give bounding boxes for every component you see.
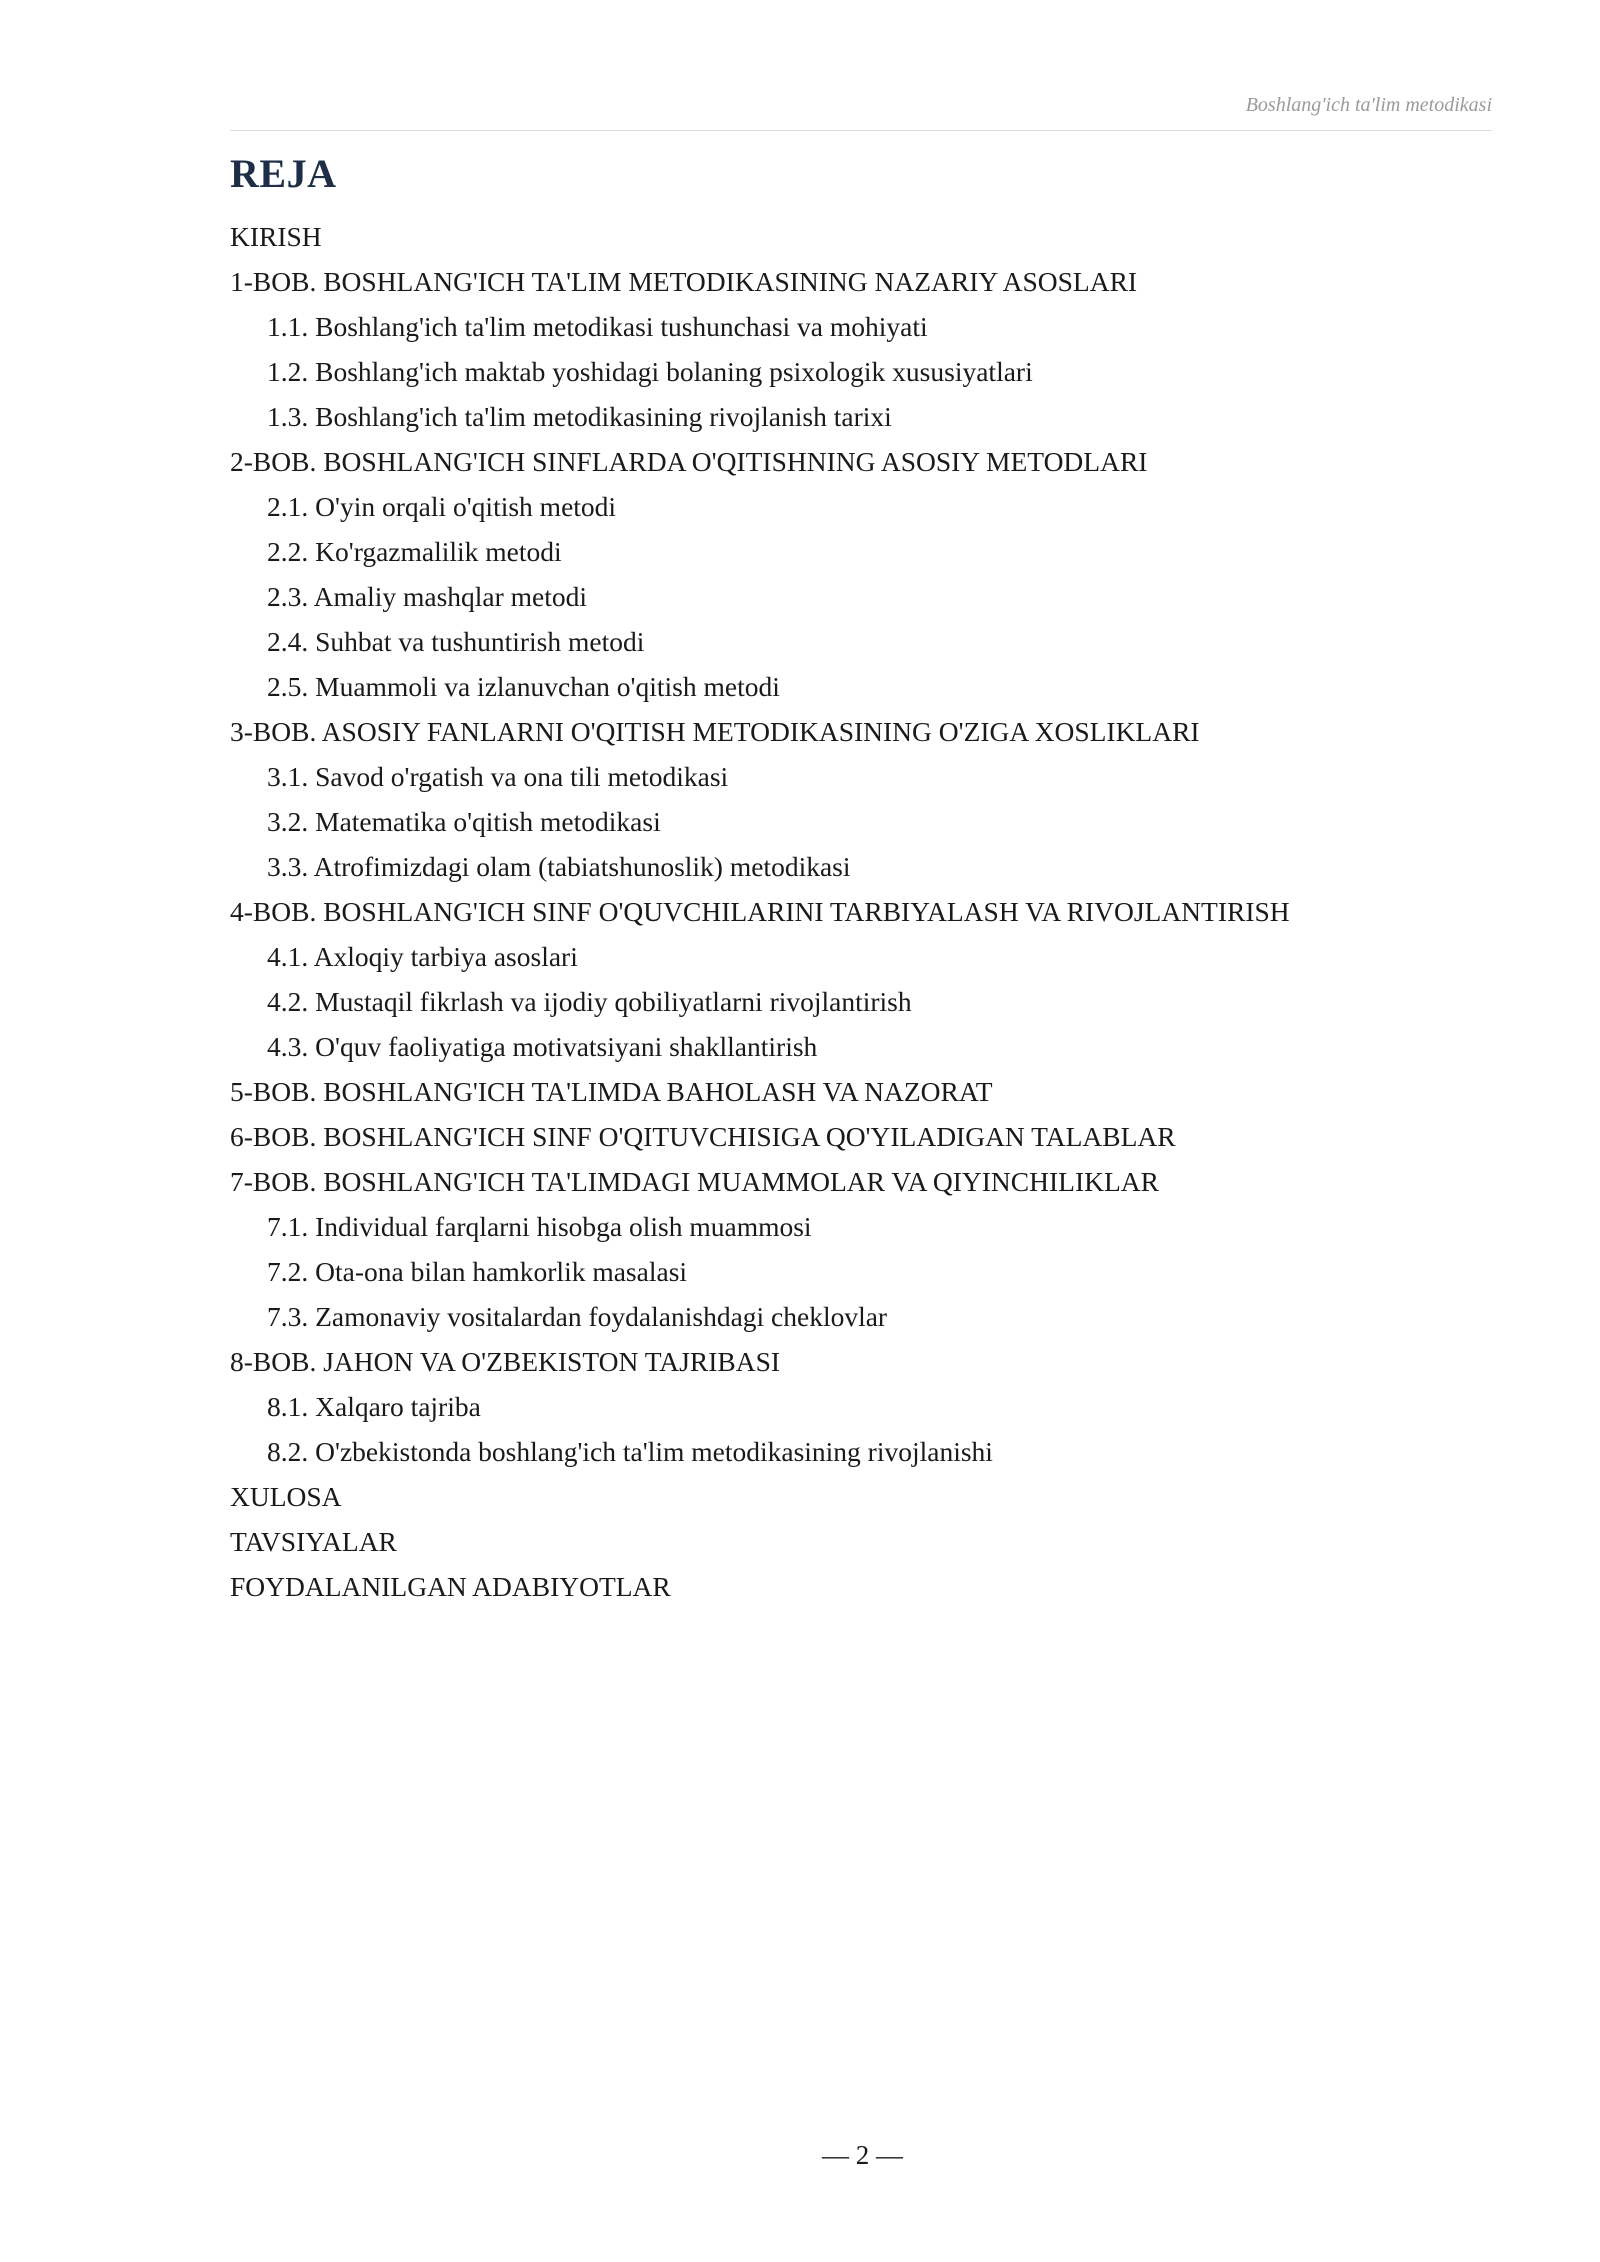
toc-chapter: TAVSIYALAR bbox=[230, 1526, 397, 1557]
toc-chapter: FOYDALANILGAN ADABIYOTLAR bbox=[230, 1571, 671, 1602]
toc-subsection: 3.2. Matematika o'qitish metodikasi bbox=[267, 806, 661, 837]
toc-chapter: 5-BOB. BOSHLANG'ICH TA'LIMDA BAHOLASH VA NAZORAT bbox=[230, 1076, 993, 1107]
toc-chapter: 1-BOB. BOSHLANG'ICH TA'LIM METODIKASINING NAZARIY ASOSLARI bbox=[230, 266, 1138, 297]
toc-subsection: 7.3. Zamonaviy vositalardan foydalanishdagi cheklovlar bbox=[267, 1301, 888, 1332]
toc-subsection: 2.3. Amaliy mashqlar metodi bbox=[267, 581, 588, 612]
toc-subsection: 3.3. Atrofimizdagi olam (tabiatshunoslik) metodikasi bbox=[267, 851, 851, 882]
toc-chapter: 6-BOB. BOSHLANG'ICH SINF O'QITUVCHISIGA QO'YILADIGAN TALABLAR bbox=[230, 1121, 1176, 1152]
plan-title: REJA bbox=[230, 151, 337, 196]
toc-subsection: 4.3. O'quv faoliyatiga motivatsiyani shakllantirish bbox=[267, 1031, 818, 1062]
toc-chapter: 7-BOB. BOSHLANG'ICH TA'LIMDAGI MUAMMOLAR VA QIYINCHILIKLAR bbox=[230, 1166, 1159, 1197]
toc-chapter: KIRISH bbox=[230, 221, 322, 252]
toc-subsection: 2.5. Muammoli va izlanuvchan o'qitish metodi bbox=[267, 671, 780, 702]
toc-subsection: 7.2. Ota-ona bilan hamkorlik masalasi bbox=[267, 1256, 688, 1287]
toc-chapter: XULOSA bbox=[230, 1481, 342, 1512]
toc-subsection: 8.1. Xalqaro tajriba bbox=[267, 1391, 481, 1422]
toc-subsection: 1.1. Boshlang'ich ta'lim metodikasi tushunchasi va mohiyati bbox=[267, 311, 928, 342]
toc-chapter: 2-BOB. BOSHLANG'ICH SINFLARDA O'QITISHNING ASOSIY METODLARI bbox=[230, 446, 1148, 477]
running-header: Boshlang'ich ta'lim metodikasi bbox=[1245, 94, 1492, 116]
toc-subsection: 4.1. Axloqiy tarbiya asoslari bbox=[267, 941, 578, 972]
header-divider bbox=[230, 130, 1492, 131]
toc-subsection: 8.2. O'zbekistonda boshlang'ich ta'lim metodikasining rivojlanishi bbox=[267, 1436, 993, 1467]
toc-subsection: 2.4. Suhbat va tushuntirish metodi bbox=[267, 626, 645, 657]
toc-subsection: 4.2. Mustaqil fikrlash va ijodiy qobiliyatlarni rivojlantirish bbox=[267, 986, 912, 1017]
toc-subsection: 1.3. Boshlang'ich ta'lim metodikasining rivojlanish tarixi bbox=[267, 401, 892, 432]
toc-subsection: 2.1. O'yin orqali o'qitish metodi bbox=[267, 491, 617, 522]
toc-subsection: 2.2. Ko'rgazmalilik metodi bbox=[267, 536, 562, 567]
page-number: — 2 — bbox=[822, 2140, 903, 2170]
toc-chapter: 4-BOB. BOSHLANG'ICH SINF O'QUVCHILARINI TARBIYALASH VA RIVOJLANTIRISH bbox=[230, 896, 1290, 927]
toc-chapter: 8-BOB. JAHON VA O'ZBEKISTON TAJRIBASI bbox=[230, 1346, 781, 1377]
toc-subsection: 1.2. Boshlang'ich maktab yoshidagi bolaning psixologik xususiyatlari bbox=[267, 356, 1033, 387]
table-of-contents bbox=[230, 214, 1530, 1609]
toc-subsection: 3.1. Savod o'rgatish va ona tili metodikasi bbox=[267, 761, 729, 792]
toc-subsection: 7.1. Individual farqlarni hisobga olish muammosi bbox=[267, 1211, 812, 1242]
toc-chapter: 3-BOB. ASOSIY FANLARNI O'QITISH METODIKASINING O'ZIGA XOSLIKLARI bbox=[230, 716, 1200, 747]
